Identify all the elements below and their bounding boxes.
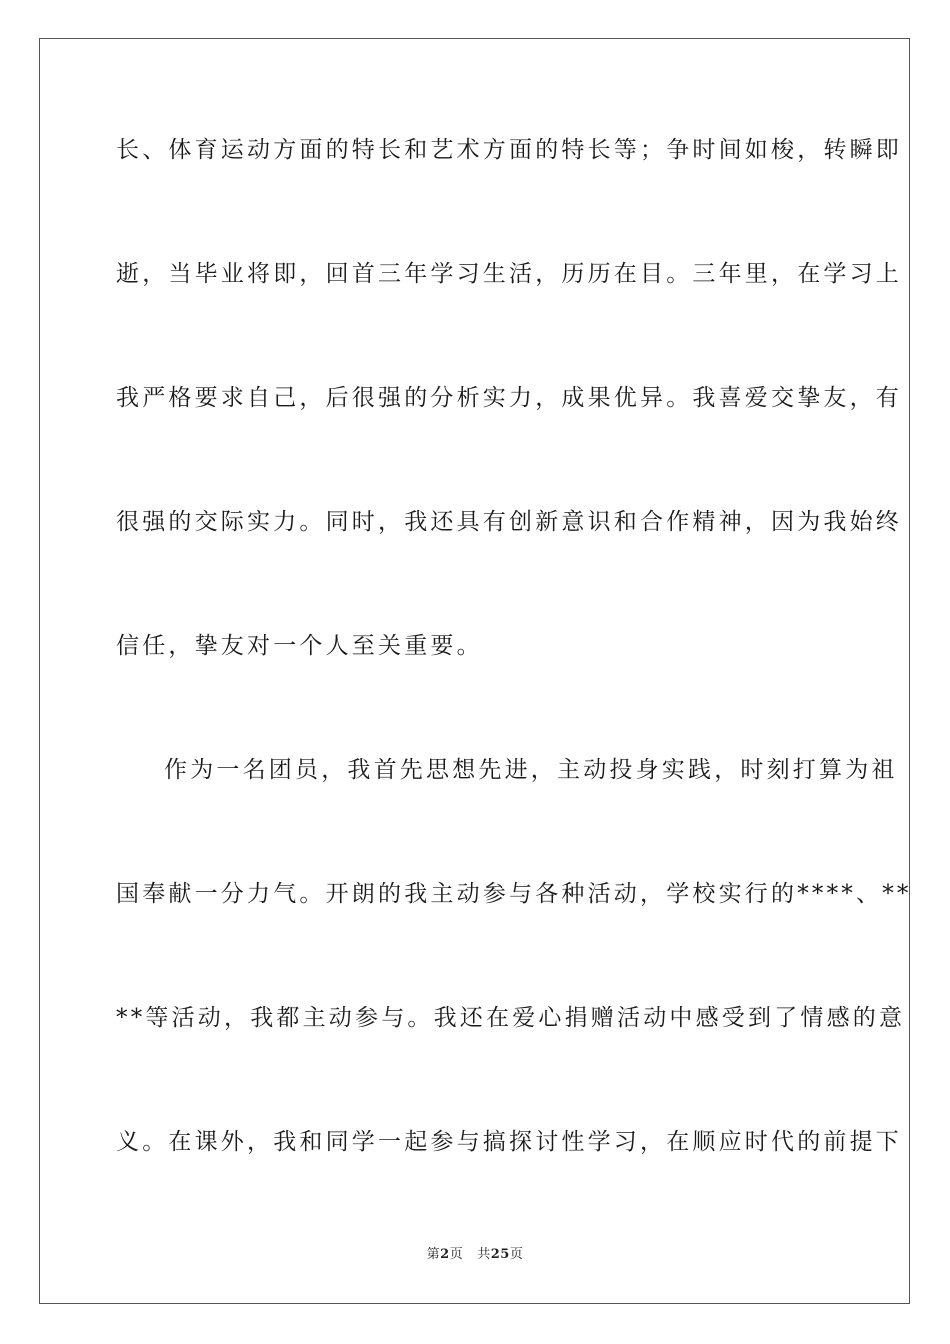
total-suffix: 页	[509, 1247, 524, 1262]
body-text-line: 信任，挚友对一个人至关重要。	[116, 633, 483, 659]
page-footer	[0, 1247, 950, 1263]
page-prefix: 第	[426, 1247, 441, 1262]
body-text-line: 国奉献一分力气。开朗的我主动参与各种活动，学校实行的****、**	[116, 881, 912, 907]
body-text-line: 很强的交际实力。同时，我还具有创新意识和合作精神，因为我始终	[116, 509, 902, 535]
body-text-line: 义。在课外，我和同学一起参与搞探讨性学习，在顺应时代的前提下	[116, 1129, 902, 1155]
body-text-line: 作为一名团员，我首先思想先进，主动投身实践，时刻打算为祖	[164, 757, 898, 783]
body-text-line: 我严格要求自己，后很强的分析实力，成果优异。我喜爱交挚友，有	[116, 385, 902, 411]
body-text-line: **等活动，我都主动参与。我还在爱心捐赠活动中感受到了情感的意	[116, 1005, 906, 1031]
total-pages: 25	[490, 1247, 510, 1262]
page-number: 2	[440, 1247, 450, 1262]
page-border	[39, 38, 910, 1304]
body-text-line: 逝，当毕业将即，回首三年学习生活，历历在目。三年里，在学习上	[116, 261, 902, 287]
body-text-line: 长、体育运动方面的特长和艺术方面的特长等；争时间如梭，转瞬即	[116, 137, 902, 163]
page-suffix: 页	[449, 1247, 464, 1262]
total-prefix: 共	[477, 1247, 491, 1262]
